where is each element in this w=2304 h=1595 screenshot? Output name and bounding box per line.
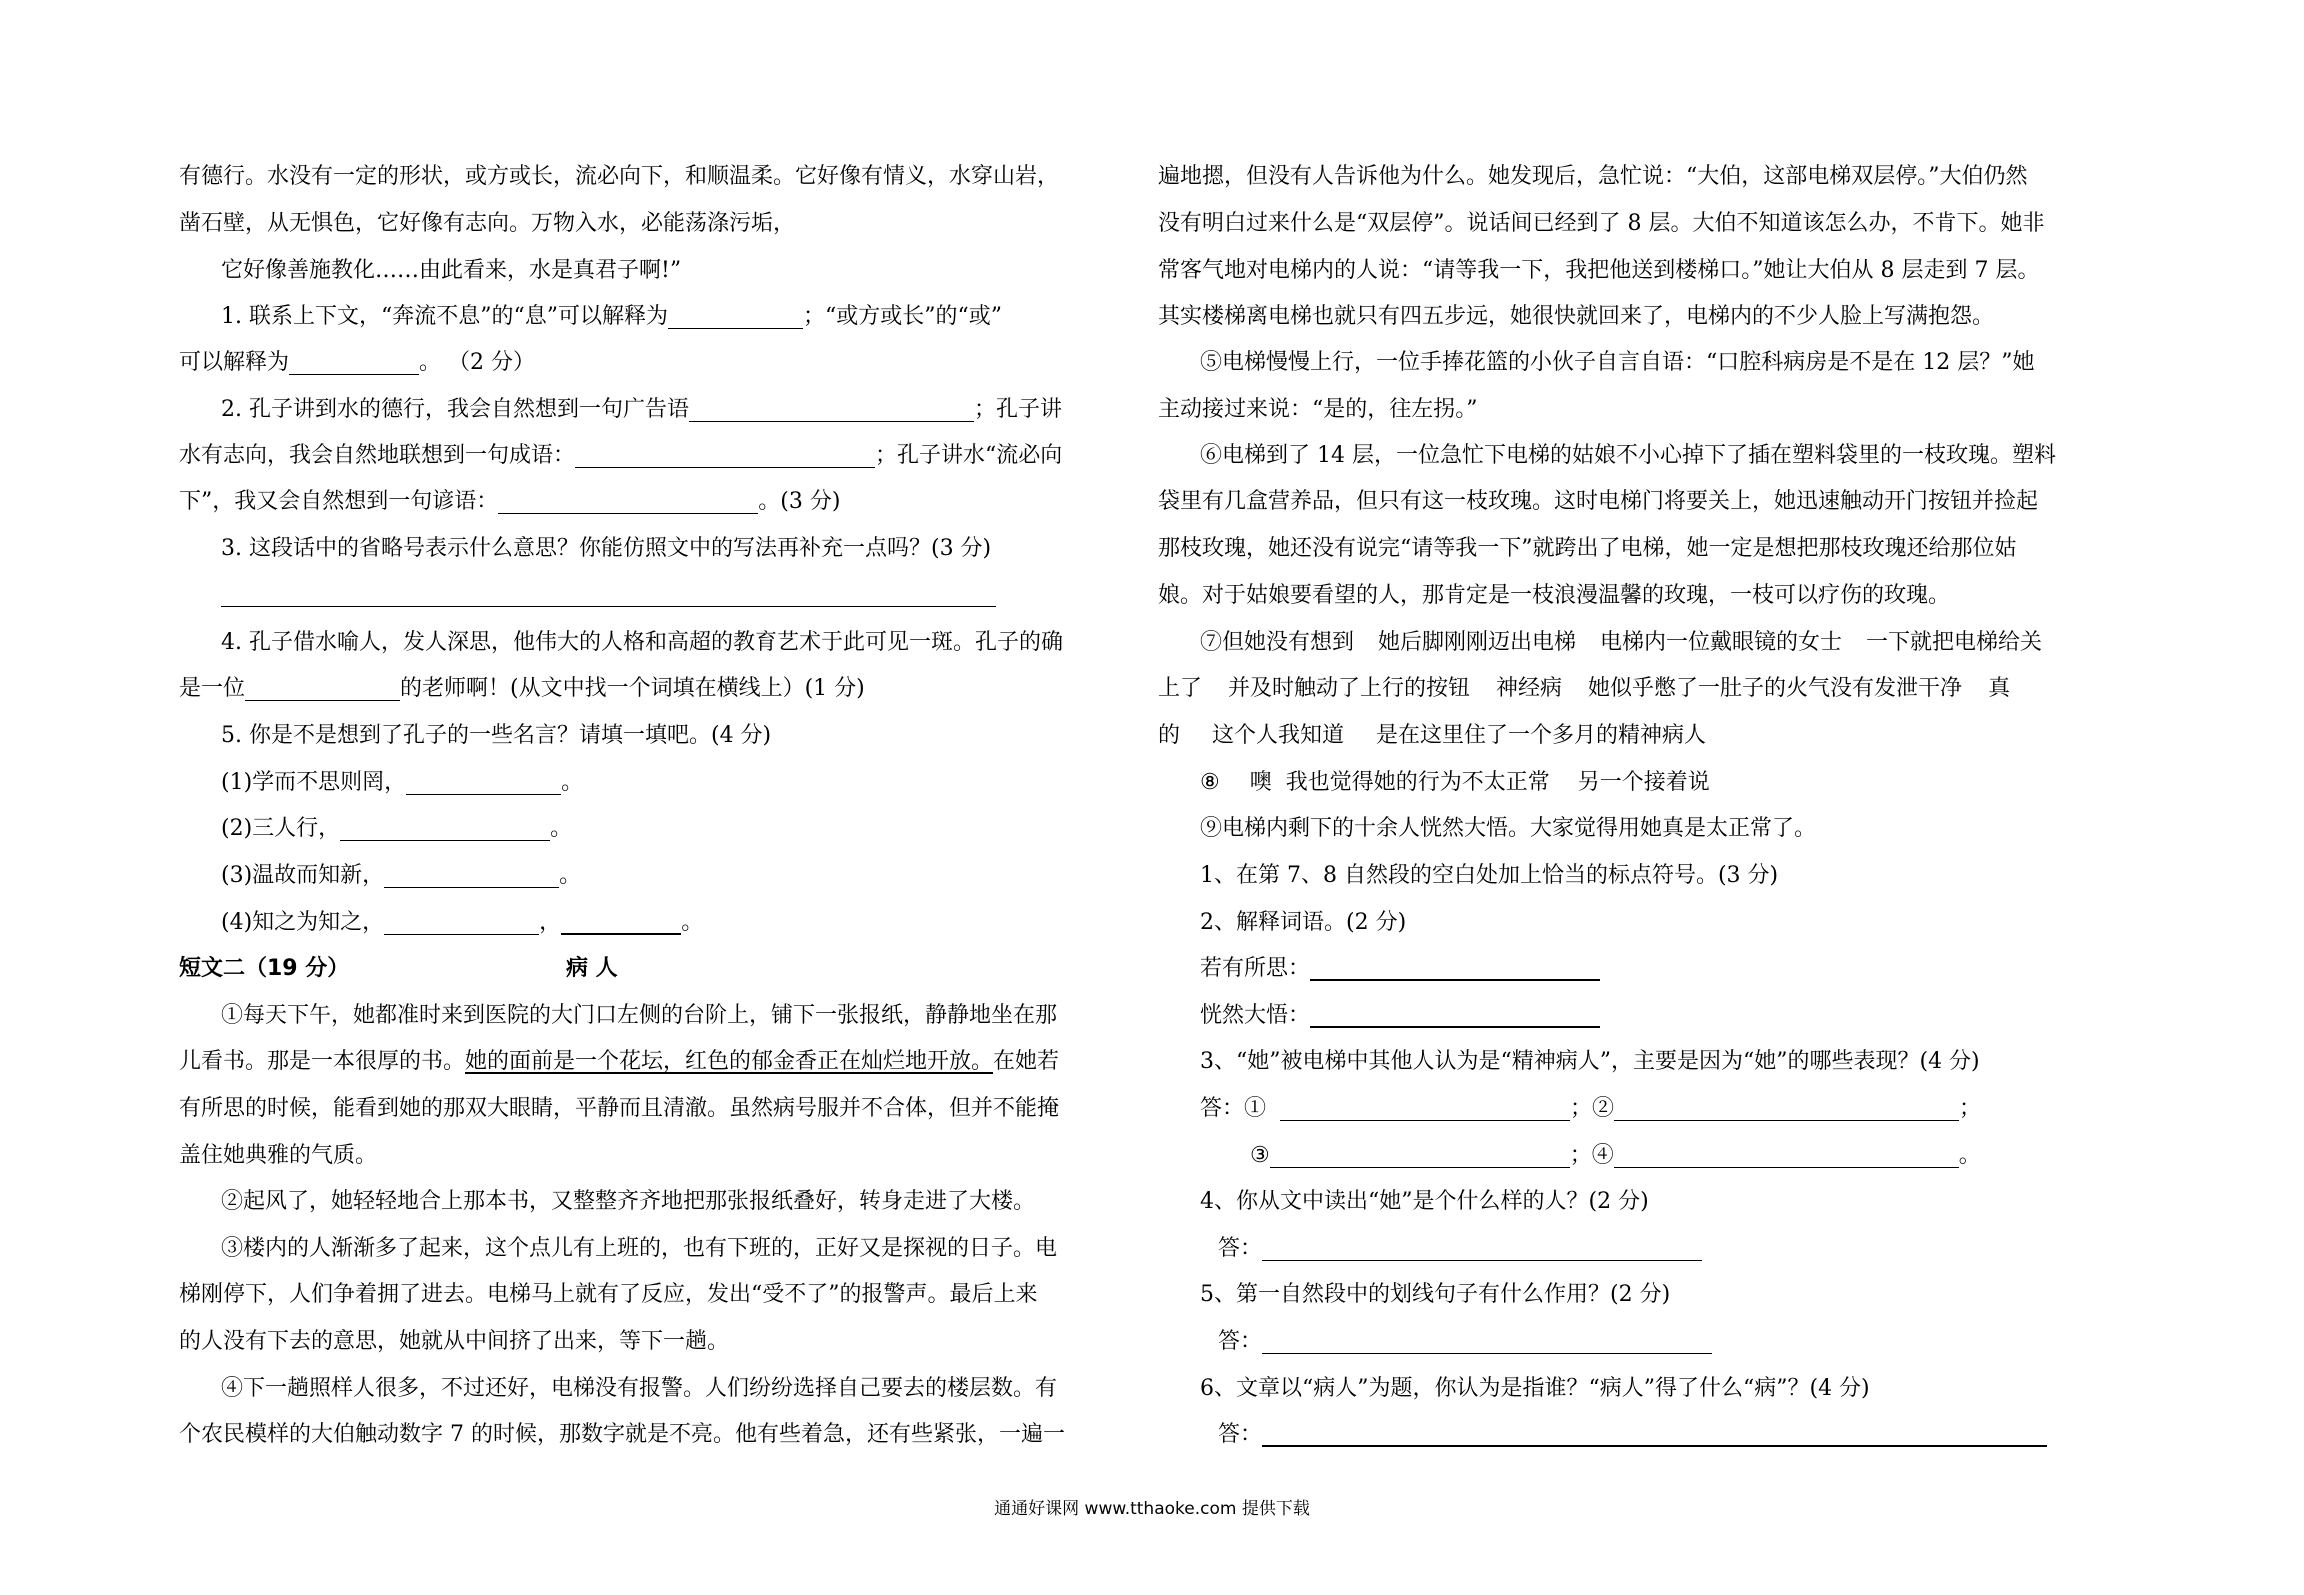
right-question-3-answer: 答：① ；② ；	[1200, 1096, 1982, 1121]
passage-line: 袋里有几盒营养品，但只有这一枝玫瑰。这时电梯门将要关上，她迅速触动开门按钮并捡起	[1158, 489, 2039, 514]
right-question-3: 3、“她”被电梯中其他人认为是“精神病人”，主要是因为“她”的哪些表现？(4 分)	[1200, 1049, 1980, 1074]
passage-line: ⑤电梯慢慢上行，一位手捧花篮的小伙子自言自语：“口腔科病房是不是在 12 层？”她	[1200, 350, 2035, 375]
answer-blank[interactable]	[384, 912, 539, 935]
answer-blank[interactable]	[1310, 1004, 1600, 1028]
passage-line: 娘。对于姑娘要看望的人，那肯定是一枝浪漫温馨的玫瑰，一枝可以疗伤的玫瑰。	[1158, 583, 1951, 608]
answer-line[interactable]	[221, 606, 996, 607]
passage-line: ③楼内的人渐渐多了起来，这个点儿有上班的，也有下班的，正好又是探视的日子。电	[221, 1236, 1058, 1261]
answer-blank[interactable]	[1262, 1238, 1702, 1261]
passage-line: 主动接过来说：“是的，往左拐。”	[1158, 397, 1478, 422]
passage-line: 其实楼梯离电梯也就只有四五步远，她很快就回来了，电梯内的不少人脸上写满抱怨。	[1158, 304, 1995, 329]
passage-line-with-blanks: 上了 并及时触动了上行的按钮 神经病 她似乎憋了一肚子的火气没有发泄干净 真	[1158, 676, 2011, 701]
underlined-sentence: 她的面前是一个花坛，红色的郁金香正在灿烂地开放。	[465, 1049, 994, 1074]
question-1: 1. 联系上下文，“奔流不息”的“息”可以解释为 ；“或方或长”的“或”	[221, 304, 1002, 329]
right-question-2-item: 恍然大悟：	[1200, 1001, 1600, 1031]
passage-line-with-blanks: ⑦但她没有想到 她后脚刚刚迈出电梯 电梯内一位戴眼镜的女士 一下就把电梯给关	[1200, 630, 2043, 655]
passage-line-with-blanks: 的 这个人我知道 是在这里住了一个多月的精神病人	[1158, 723, 1707, 748]
answer-blank[interactable]	[1262, 1423, 2047, 1447]
answer-blank[interactable]	[289, 352, 419, 375]
question-2-cont: 水有志向，我会自然地联想到一句成语： ；孔子讲水“流必向	[179, 443, 1063, 468]
right-question-2-item: 若有所思：	[1200, 954, 1600, 984]
page-footer: 通通好课网 www.tthaoke.com 提供下载	[994, 1499, 1310, 1519]
question-5-item: (4)知之为知之， ， 。	[221, 910, 704, 935]
answer-blank[interactable]	[575, 445, 875, 468]
right-question-4: 4、你从文中读出“她”是个什么样的人？(2 分)	[1200, 1189, 1649, 1214]
right-question-5-answer: 答：	[1218, 1327, 1712, 1357]
answer-blank[interactable]	[1614, 1098, 1959, 1121]
question-4-cont: 是一位 的老师啊！(从文中找一个词填在横线上）(1 分)	[179, 676, 865, 701]
right-question-6-answer: 答：	[1218, 1420, 2047, 1450]
passage-line: 个农民模样的大伯触动数字 7 的时候，那数字就是不亮。他有些着急，还有些紧张，一遍一	[179, 1422, 1065, 1447]
question-2: 2. 孔子讲到水的德行，我会自然想到一句广告语 ；孔子讲	[221, 397, 1063, 422]
right-question-5: 5、第一自然段中的划线句子有什么作用？(2 分)	[1200, 1282, 1671, 1307]
question-5-item: (3)温故而知新， 。	[221, 863, 582, 888]
passage-line: 有所思的时候，能看到她的那双大眼睛，平静而且清澈。虽然病号服并不合体，但并不能掩	[179, 1096, 1060, 1121]
passage-line: ④下一趟照样人很多，不过还好，电梯没有报警。人们纷纷选择自己要去的楼层数。有	[221, 1376, 1058, 1401]
passage-line: 有德行。水没有一定的形状，或方或长，流必向下，和顺温柔。它好像有情义，水穿山岩，	[179, 164, 1060, 189]
answer-blank[interactable]	[1310, 957, 1600, 981]
passage-line: 凿石壁，从无惧色，它好像有志向。万物入水，必能荡涤污垢，	[179, 211, 796, 236]
passage-line: 它好像善施教化……由此看来，水是真君子啊!”	[221, 258, 682, 283]
right-question-6: 6、文章以“病人”为题，你认为是指谁？“病人”得了什么“病”？(4 分)	[1200, 1376, 1870, 1401]
section-2-label: 短文二（19 分）	[179, 956, 350, 981]
right-question-3-answer: ③ ；④ 。	[1250, 1143, 1981, 1168]
passage-line: ①每天下午，她都准时来到医院的大门口左侧的台阶上，铺下一张报纸，静静地坐在那	[221, 1003, 1058, 1028]
answer-blank[interactable]	[340, 818, 550, 841]
question-2-cont: 下”，我又会自然想到一句谚语： 。(3 分)	[179, 489, 841, 514]
passage-line: 没有明白过来什么是“双层停”。说话间已经到了 8 层。大伯不知道该怎么办，不肯下。她非	[1158, 211, 2045, 236]
answer-blank[interactable]	[561, 911, 681, 935]
question-5-item: (2)三人行， 。	[221, 816, 573, 841]
answer-blank[interactable]	[1262, 1331, 1712, 1354]
section-2-title: 病 人	[566, 956, 618, 981]
question-1-cont: 可以解释为 。 （2 分）	[179, 350, 535, 375]
question-5: 5. 你是不是想到了孔子的一些名言？请填一填吧。(4 分)	[221, 723, 772, 748]
right-question-4-answer: 答：	[1218, 1234, 1702, 1264]
answer-blank[interactable]	[1614, 1145, 1959, 1168]
passage-line: 盖住她典雅的气质。	[179, 1143, 378, 1168]
answer-blank[interactable]	[498, 491, 758, 514]
question-5-item: (1)学而不思则罔， 。	[221, 770, 584, 795]
passage-line: 常客气地对电梯内的人说：“请等我一下，我把他送到楼梯口。”她让大伯从 8 层走到 7 层。	[1158, 258, 2040, 283]
question-4: 4. 孔子借水喻人，发人深思，他伟大的人格和高超的教育艺术于此可见一斑。孔子的确	[221, 630, 1063, 655]
passage-line-with-blanks: ⑧ 噢 我也觉得她的行为不太正常 另一个接着说	[1200, 770, 1710, 795]
passage-line: 梯刚停下，人们争着拥了进去。电梯马上就有了反应，发出“受不了”的报警声。最后上来	[179, 1282, 1038, 1307]
passage-line: ⑨电梯内剩下的十余人恍然大悟。大家觉得用她真是太正常了。	[1200, 816, 1817, 841]
passage-line: 的人没有下去的意思，她就从中间挤了出来，等下一趟。	[179, 1329, 730, 1354]
passage-line: 儿看书。那是一本很厚的书。她的面前是一个花坛，红色的郁金香正在灿烂地开放。在她若	[179, 1049, 1060, 1074]
passage-line: 遍地摁，但没有人告诉他为什么。她发现后，急忙说：“大伯，这部电梯双层停。”大伯仍然	[1158, 164, 2028, 189]
passage-line: ⑥电梯到了 14 层，一位急忙下电梯的姑娘不小心掉下了插在塑料袋里的一枝玫瑰。塑料	[1200, 443, 2056, 468]
question-3: 3. 这段话中的省略号表示什么意思？你能仿照文中的写法再补充一点吗？(3 分)	[221, 536, 992, 561]
answer-blank[interactable]	[406, 772, 561, 795]
passage-line: ②起风了，她轻轻地合上那本书，又整整齐齐地把那张报纸叠好，转身走进了大楼。	[221, 1189, 1036, 1214]
right-question-1: 1、在第 7、8 自然段的空白处加上恰当的标点符号。(3 分)	[1200, 863, 1779, 888]
answer-blank[interactable]	[245, 678, 400, 701]
answer-blank[interactable]	[1280, 1098, 1570, 1121]
answer-blank[interactable]	[689, 399, 974, 422]
right-question-2: 2、解释词语。(2 分)	[1200, 910, 1407, 935]
answer-blank[interactable]	[668, 306, 803, 329]
answer-blank[interactable]	[1270, 1145, 1570, 1168]
answer-blank[interactable]	[384, 865, 559, 888]
passage-line: 那枝玫瑰，她还没有说完“请等我一下”就跨出了电梯，她一定是想把那枝玫瑰还给那位姑	[1158, 536, 2017, 561]
